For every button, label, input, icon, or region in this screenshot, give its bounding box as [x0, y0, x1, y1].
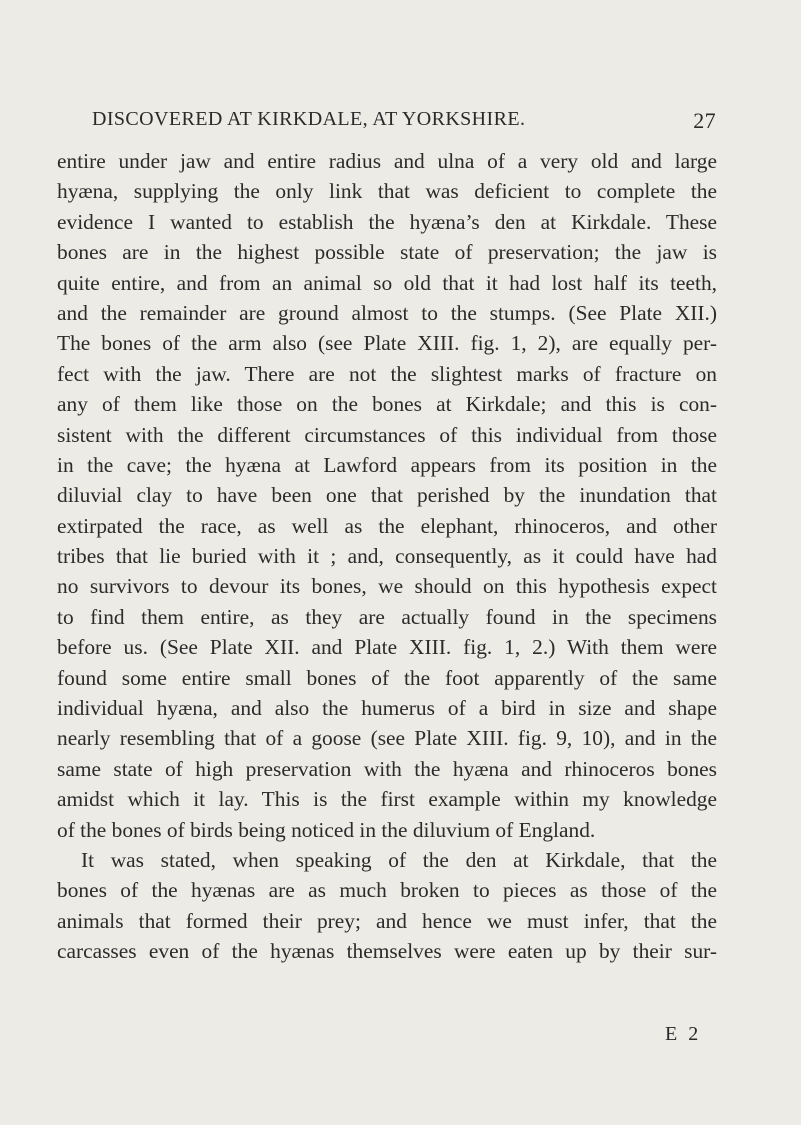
text-line: of the bones of birds being noticed in the diluvium of England. — [57, 817, 596, 842]
text-line: It was stated, when speaking of the den at Kirkdale, that the — [81, 847, 717, 872]
text-line: any of them like those on the bones at Kirkdale; and this is con- — [57, 392, 717, 417]
text-line: same state of high preservation with the hyæna and rhinoceros bones — [57, 756, 717, 781]
text-line: individual hyæna, and also the humerus of a bird in size and shape — [57, 696, 717, 721]
text-line: no survivors to devour its bones, we should on this hypothesis expect — [57, 574, 717, 599]
text-line: and the remainder are ground almost to the stumps. (See Plate XII.) — [57, 300, 717, 325]
text-line: amidst which it lay. This is the first example within my knowledge — [57, 787, 717, 812]
text-line: tribes that lie buried with it ; and, consequently, as it could have had — [57, 544, 717, 569]
text-line: hyæna, supplying the only link that was deficient to complete the — [57, 179, 717, 204]
text-line: sistent with the different circumstances of this individual from those — [57, 422, 717, 447]
running-title: DISCOVERED AT KIRKDALE, AT YORKSHIRE. — [92, 108, 526, 130]
text-line: diluvial clay to have been one that perished by the inundation that — [57, 483, 717, 508]
text-line: The bones of the arm also (see Plate XIII. fig. 1, 2), are equally per- — [57, 331, 717, 356]
text-line: animals that formed their prey; and hence we must infer, that the — [57, 908, 717, 933]
text-line: found some entire small bones of the foot apparently of the same — [57, 665, 717, 690]
text-line: quite entire, and from an animal so old that it had lost half its teeth, — [57, 270, 717, 295]
text-line: extirpated the race, as well as the elephant, rhinoceros, and other — [57, 513, 717, 538]
text-line: carcasses even of the hyænas themselves were eaten up by their sur- — [57, 939, 717, 964]
text-line: nearly resembling that of a goose (see Plate XIII. fig. 9, 10), and in the — [57, 726, 717, 751]
text-line: fect with the jaw. There are not the slightest marks of fracture on — [57, 361, 717, 386]
text-line: bones are in the highest possible state of preservation; the jaw is — [57, 240, 717, 265]
text-line: in the cave; the hyæna at Lawford appears from its position in the — [57, 452, 717, 477]
text-line: entire under jaw and entire radius and ulna of a very old and large — [57, 149, 717, 173]
text-line: bones of the hyænas are as much broken to pieces as those of the — [57, 878, 717, 903]
body-text — [57, 146, 717, 967]
page-number: 27 — [693, 108, 716, 133]
text-line: evidence I wanted to establish the hyæna’s den at Kirkdale. These — [57, 209, 717, 234]
running-head — [92, 108, 716, 136]
text-line: before us. (See Plate XII. and Plate XIII. fig. 1, 2.) With them were — [57, 635, 717, 660]
text-line: to find them entire, as they are actually found in the specimens — [57, 604, 717, 629]
signature-mark: E 2 — [665, 1023, 702, 1045]
